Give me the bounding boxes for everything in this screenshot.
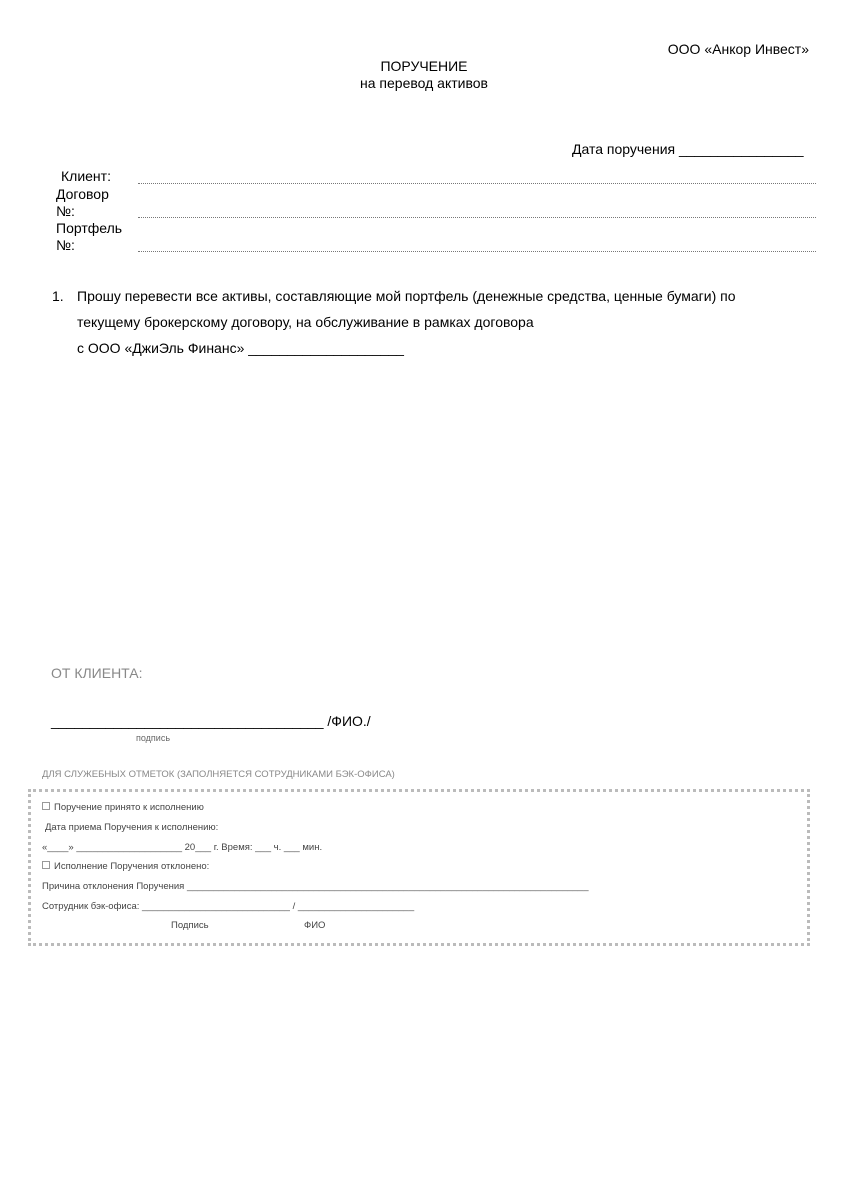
employee-sign-label: Подпись — [171, 920, 209, 931]
signature-hint: подпись — [136, 733, 171, 743]
accepted-label: Поручение принято к исполнению — [54, 802, 204, 813]
portfolio-label — [56, 220, 122, 254]
rejected-row[interactable] — [42, 861, 209, 872]
document-title — [0, 58, 848, 92]
item-text — [77, 283, 736, 361]
rejected-checkbox-icon[interactable] — [42, 861, 50, 869]
contract-label-line1: Договор — [56, 186, 109, 202]
title-main: ПОРУЧЕНИЕ — [380, 58, 468, 74]
portfolio-line[interactable] — [138, 251, 816, 252]
client-signature-line[interactable]: ___________________________________ /ФИО./ — [51, 713, 371, 729]
portfolio-label-line2: №: — [56, 237, 75, 253]
date-time-line[interactable]: «____» ____________________ 20___ г. Время: ___ ч. ___ мин. — [42, 842, 323, 853]
accepted-row[interactable] — [42, 802, 204, 813]
item-number: 1. — [52, 288, 64, 304]
employee-name-label: ФИО — [304, 920, 326, 931]
contract-label-line2: №: — [56, 203, 75, 219]
client-label: Клиент: — [61, 168, 111, 184]
contract-label — [56, 186, 109, 220]
accepted-checkbox-icon[interactable] — [42, 802, 50, 810]
contract-line[interactable] — [138, 217, 816, 218]
portfolio-label-line1: Портфель — [56, 220, 123, 236]
rejected-label: Исполнение Поручения отклонено: — [54, 861, 210, 872]
service-heading: ДЛЯ СЛУЖЕБНЫХ ОТМЕТОК (ЗАПОЛНЯЕТСЯ СОТРУДНИКАМИ БЭК-ОФИСА) — [42, 769, 395, 780]
title-sub: на перевод активов — [360, 75, 488, 91]
accept-date-label: Дата приема Поручения к исполнению: — [45, 822, 219, 833]
item-line-2: текущему брокерскому договору, на обслуживание в рамках договора — [77, 314, 534, 330]
order-date-field[interactable]: Дата поручения ________________ — [572, 141, 804, 157]
item-line-3[interactable]: с ООО «ДжиЭль Финанс» ____________________ — [77, 340, 404, 356]
from-client-label: ОТ КЛИЕНТА: — [51, 665, 143, 681]
item-line-1: Прошу перевести все активы, составляющие мой портфель (денежные средства, ценные бумаги) по — [77, 288, 736, 304]
rejection-reason-line[interactable]: Причина отклонения Поручения ____________________________________________________________________________ — [42, 881, 589, 892]
employee-line[interactable]: Сотрудник бэк-офиса: ____________________________ / ______________________ — [42, 901, 415, 912]
client-line[interactable] — [138, 183, 816, 184]
company-name: ООО «Анкор Инвест» — [667, 41, 809, 57]
